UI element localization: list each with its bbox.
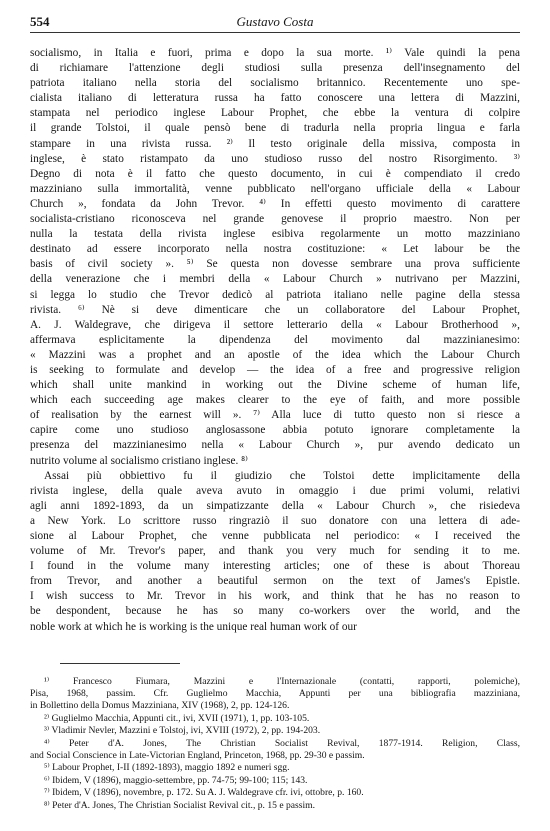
text-line: cialista italiano di letteratura russa ha fatto conoscere una lettera di Mazzini, — [30, 92, 520, 105]
text-line: is seeking to formulate and develop — the idea of a free and progressive religion — [30, 363, 520, 376]
text-line: a New York. Lo scrittore russo ringraziò il suo donatore con una lettera di ade- — [30, 514, 520, 527]
footnote-line: Pisa, 1968, passim. Cfr. Guglielmo Macchia, Appunti per una bibliografia mazziniana, — [30, 688, 520, 700]
text-line: destinato ad essere incorporato nella nostra costituzione: « Let labour be the — [30, 243, 520, 256]
text-line: della venerazione che i membri della « Labour Church » nutrivano per Mazzini, — [30, 273, 520, 286]
text-line: A. J. Waldegrave, che dirigeva il settore letterario della « Labour Brotherhood », — [30, 318, 520, 331]
text-line: il grande Tolstoi, il quale pensò bene di tradurla nella propria lingua e farla — [30, 122, 520, 135]
text-line: stampata nel periodico inglese Labour Prophet, che ebbe la ventura di colpire — [30, 107, 520, 120]
text-line: I wish success to Mr. Trevor in his work, and think that he has no reason to — [30, 590, 520, 603]
footnote-line: ³⁾ Vladimir Nevler, Mazzini e Tolstoj, ivi, XVIII (1972), 2, pp. 194-203. — [44, 725, 321, 737]
text-line: socialista-cristiano riconosceva nel grande genovese il proprio maestro. Non per — [30, 213, 520, 226]
text-line: affermava esplicitamente la dipendenza del movimento dal mazzinianesimo: — [30, 333, 520, 346]
text-line: rivista. ⁶⁾ Nè si deve dimenticare che un collaboratore del Labour Prophet, — [30, 303, 520, 316]
text-line: from Trevor, and another a beautiful sermon on the text of James's Epistle. — [30, 575, 520, 588]
footnote-line: ¹⁾ Francesco Fiumara, Mazzini e l'Internazionale (contatti, rapporti, polemiche), — [44, 675, 520, 687]
text-line: inglese, è stato ristampato da uno studioso russo del nostro Risorgimento. ³⁾ — [30, 152, 520, 165]
text-line: « Mazzini was a prophet and an apostle of the idea which the Labour Church — [30, 348, 520, 361]
text-line: of realisation by the earnest will ». ⁷⁾ Alla luce di tutto questo non si riesce a — [30, 409, 520, 422]
text-line: capire come uno studioso anglosassone abbia potuto ignorare completamente la — [30, 424, 520, 437]
footnote-line: and Social Conscience in Late-Victorian England, Princeton, 1968, pp. 29-30 e passim. — [30, 750, 365, 761]
text-line: sione al Labour Prophet, che venne pubblicata nel periodico: « I received the — [30, 530, 520, 542]
text-line: which each succeeding age makes clearer to the eye of faith, and more possible — [30, 394, 520, 407]
footnote-line: ⁶⁾ Ibidem, V (1896), maggio-settembre, pp. 74-75; 99-100; 115; 143. — [44, 774, 308, 786]
running-head-author: Gustavo Costa — [236, 14, 314, 29]
text-line: nutrito volume al socialismo cristiano inglese. ⁸⁾ — [30, 454, 248, 467]
footnote-line: ⁷⁾ Ibidem, V (1896), novembre, p. 172. Su A. J. Waldegrave cfr. ivi, ottobre, p. 160. — [44, 787, 364, 799]
text-line: stampare in una rivista russa. ²⁾ Il testo originale della missiva, composta in — [30, 137, 520, 150]
text-line: I found in the volume many interesting articles; one of these is about Thoreau — [30, 560, 520, 573]
footnote-separator — [60, 663, 180, 664]
footnotes — [30, 676, 520, 812]
text-line: di richiamare l'attenzione degli studiosi sulla presenza dell'insegnamento del — [30, 62, 520, 75]
text-line: Assai più obbiettivo fu il giudizio che Tolstoi dette implicitamente della — [44, 469, 520, 482]
footnote-line: in Bollettino della Domus Mazziniana, XIV (1968), 2, pp. 124-126. — [30, 700, 290, 712]
text-line: be despondent, because he has so many co-workers over the world, and the — [30, 605, 520, 618]
text-line: Church », fondata da John Trevor. ⁴⁾ In effetti questo movimento di carattere — [30, 197, 520, 210]
text-line: patriota italiano nella storia del socialismo britannico. Recentemente uno spe- — [30, 77, 520, 90]
text-line: rivista inglese, della quale aveva avuto in omaggio i due primi volumi, relativi — [30, 484, 520, 497]
footnote-line: ⁵⁾ Labour Prophet, I-II (1892-1893), maggio 1892 e numeri sgg. — [44, 762, 290, 774]
text-line: agli anni 1892-1893, da un simpatizzante della « Labour Church », che risiedeva — [30, 499, 520, 512]
text-line: presenza del mazzinianesimo nella « Labour Church », pur avendo dedicato un — [30, 439, 520, 452]
footnote-line: ⁸⁾ Peter d'A. Jones, The Christian Socialist Revival cit., p. 15 e passim. — [44, 799, 316, 811]
text-line: volume of Mr. Trevor's paper, and thank you very much for sending it to me. — [30, 545, 520, 558]
text-line: socialismo, in Italia e fuori, prima e dopo la sua morte. ¹⁾ Vale quindi la pena — [30, 47, 520, 59]
page-number: 554 — [30, 14, 50, 29]
footnote-line: ⁴⁾ Peter d'A. Jones, The Christian Socialist Revival, 1877-1914. Religion, Class, — [44, 737, 520, 749]
text-line: si legga lo studio che Trevor dedicò al patriota italiano nelle pagine della stessa — [30, 288, 520, 301]
text-line: basis of civil society ». ⁵⁾ Se questa non dovesse sembrare una prova sufficiente — [30, 258, 520, 271]
text-line: which shall unite mankind in working out the Divine scheme of human life, — [30, 379, 520, 392]
text-line: nulla la testata della rivista inglese esibiva regolarmente un motto mazziniano — [30, 228, 520, 241]
text-line: noble work at which he is working is the unique real human work of our — [30, 620, 357, 633]
running-header — [30, 12, 520, 33]
text-line: mazziniano sulla immortalità, venne pubblicato nell'organo ufficiale della « Labour — [30, 182, 520, 195]
text-line: Degno di nota è il fatto che questo documento, in cui è compendiato il credo — [30, 167, 520, 180]
footnote-line: ²⁾ Guglielmo Macchia, Appunti cit., ivi, XVII (1971), 1, pp. 103-105. — [44, 712, 310, 724]
body-text — [30, 46, 520, 635]
